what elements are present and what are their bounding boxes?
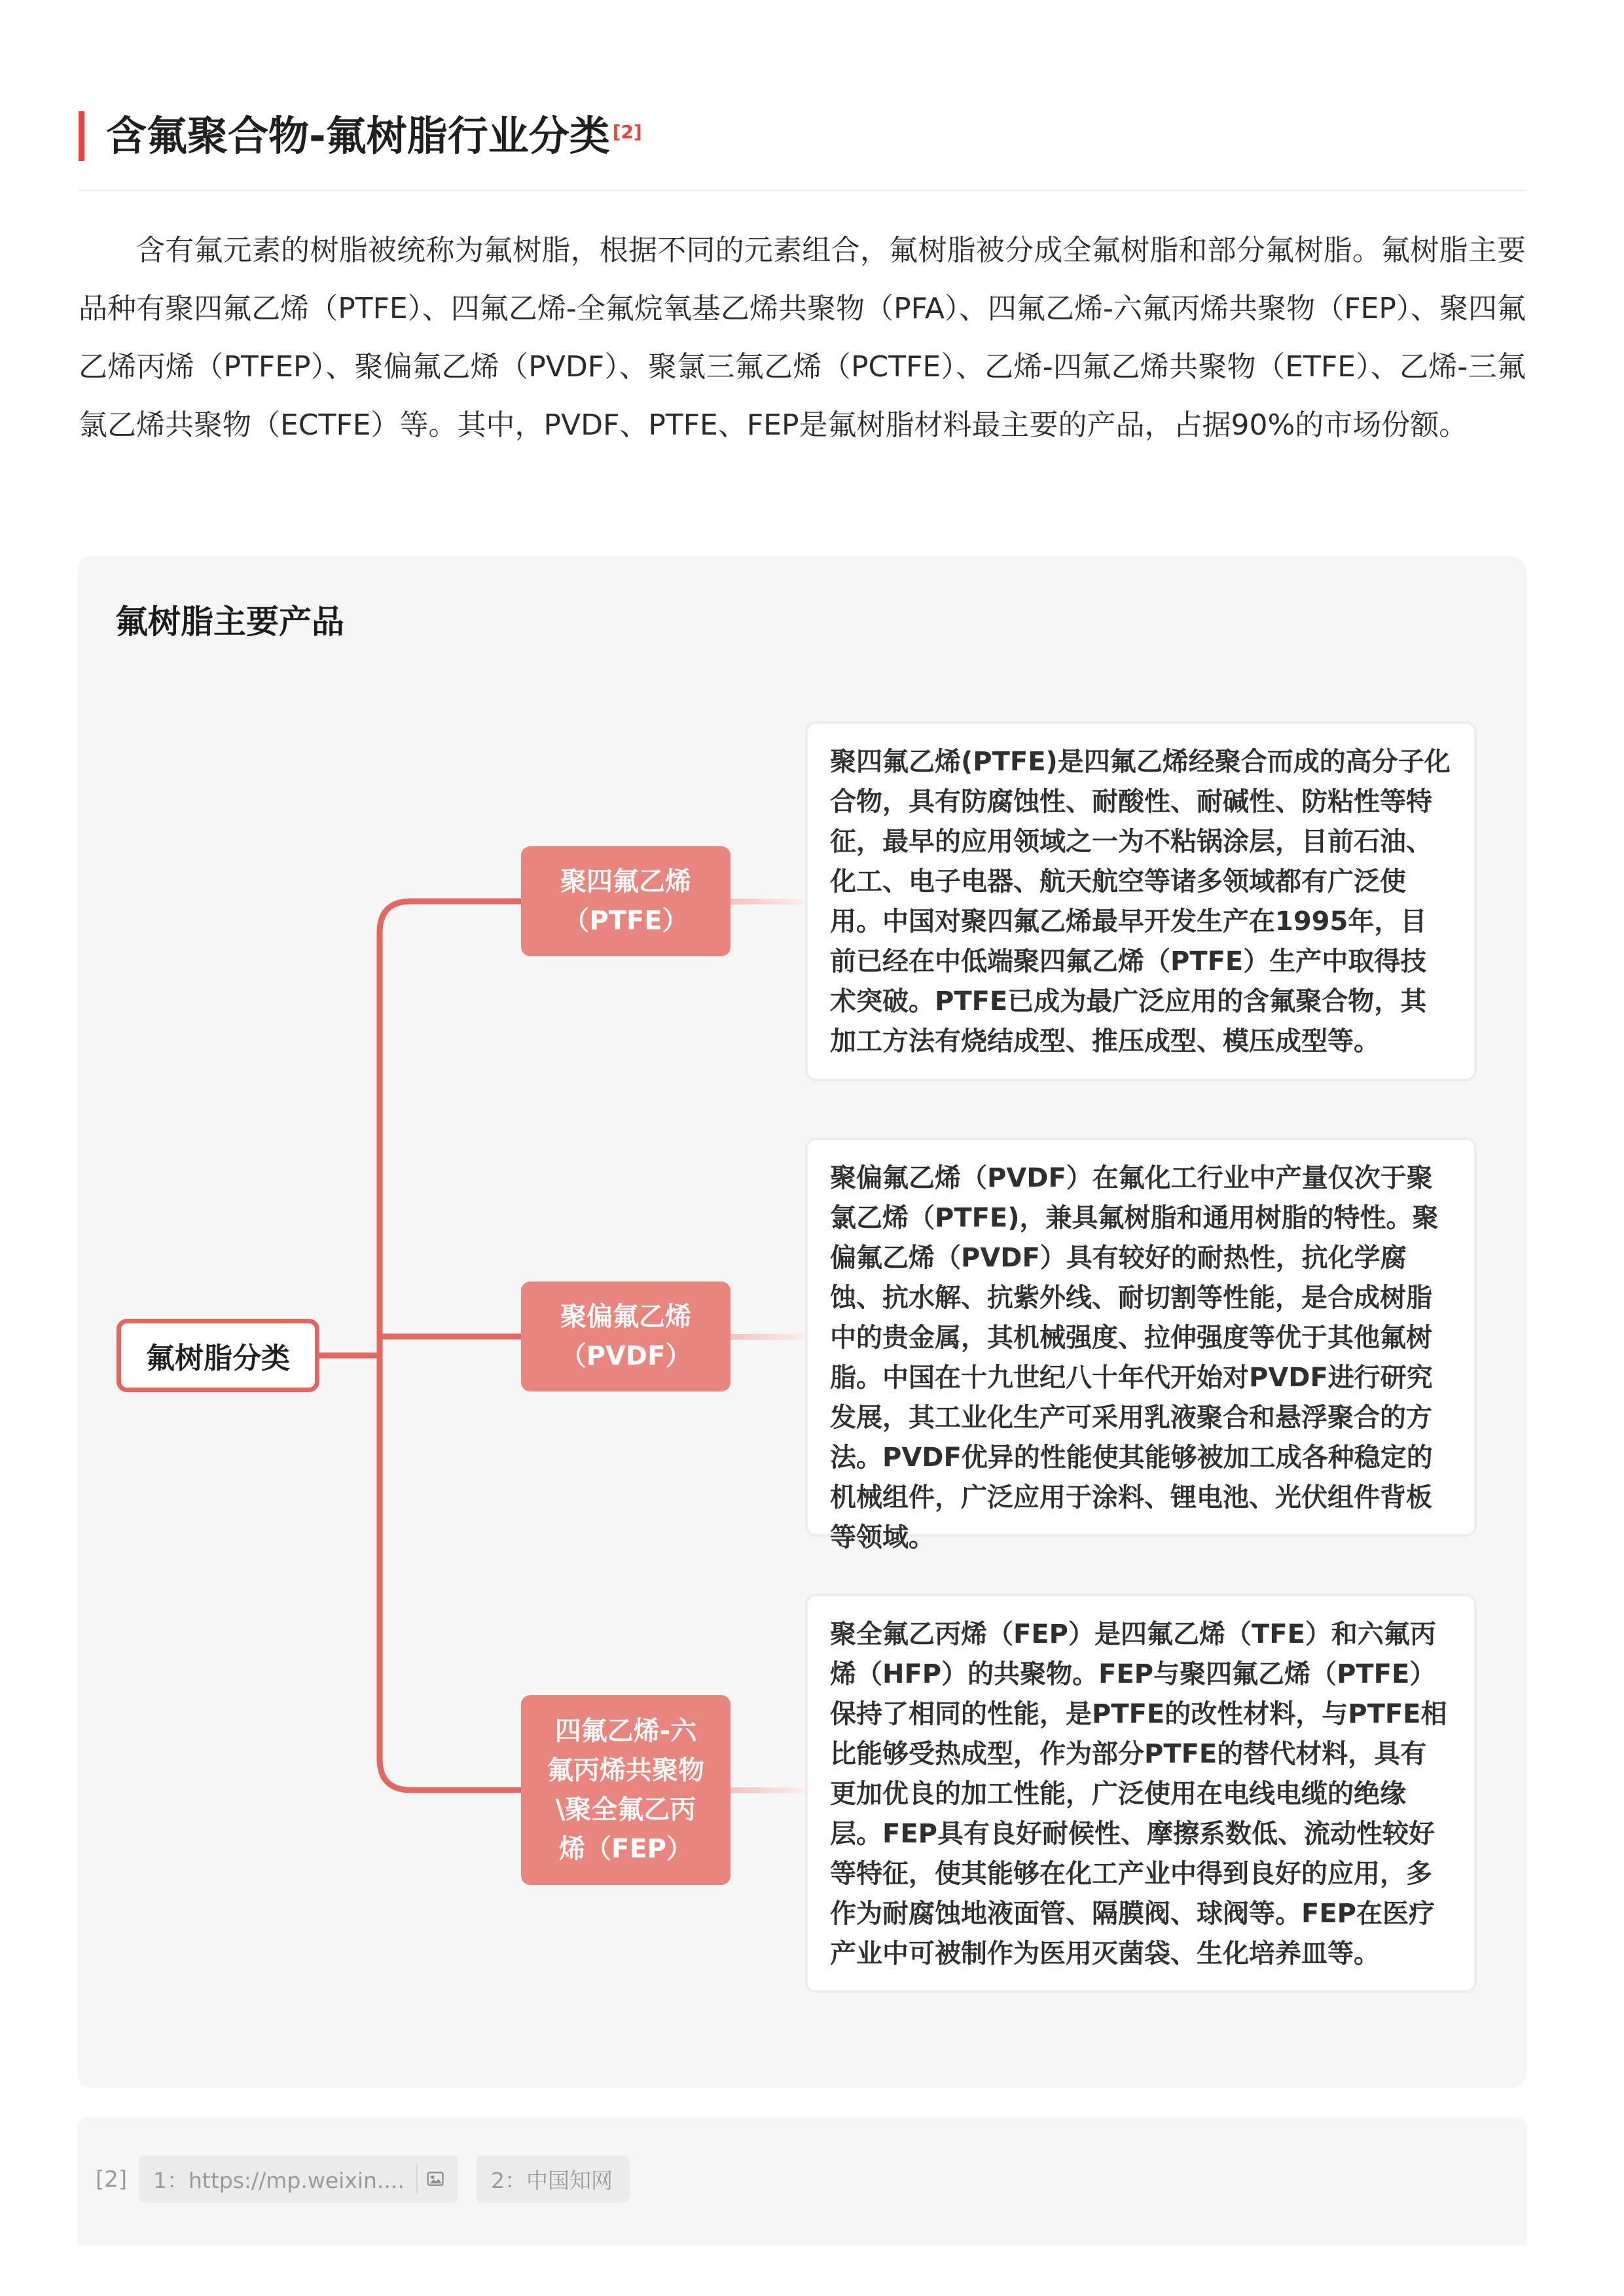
branch-label-line: \聚全氟乙丙 xyxy=(555,1795,696,1825)
reference-link-2[interactable]: 2：中国知网 xyxy=(477,2155,630,2202)
branch-label-line: （PVDF） xyxy=(560,1341,692,1371)
branch-label-line: 聚四氟乙烯 xyxy=(560,867,691,897)
branch-node-pvdf xyxy=(521,1282,731,1391)
root-node: 氟树脂分类 xyxy=(117,1319,319,1392)
connector-card-3 xyxy=(731,1787,805,1793)
reference-link-1[interactable] xyxy=(139,2155,458,2202)
heading-ref-link[interactable]: [2] xyxy=(612,121,642,143)
branch-label-line: （PTFE） xyxy=(563,906,689,936)
intro-paragraph: 含有氟元素的树脂被统称为氟树脂，根据不同的元素组合，氟树脂被分成全氟树脂和部分氟树脂。氟树脂主要品种有聚四氟乙烯（PTFE）、四氟乙烯-全氟烷氧基乙烯共聚物（PFA）、四氟乙烯-六氟丙烯共聚物（FEP）、聚四氟乙烯丙烯（PTFEP）、聚偏氟乙烯（PVDF）、聚氯三氟乙烯（PCTFE）、乙烯-四氟乙烯共聚物（ETFE）、乙烯-三氟氯乙烯共聚物（ECTFE）等。其中，PVDF、PTFE、FEP是氟树脂材料最主要的产品，占据90%的市场份额。 xyxy=(79,234,1526,442)
branch-node-fep xyxy=(521,1695,731,1885)
connector-trunk-bottom xyxy=(380,1355,521,1790)
panel-title: 氟树脂主要产品 xyxy=(115,603,344,641)
description-card-pvdf: 聚偏氟乙烯（PVDF）在氟化工行业中产量仅次于聚氯乙烯（PTFE)，兼具氟树脂和通用树脂的特性。聚偏氟乙烯（PVDF）具有较好的耐热性，抗化学腐蚀、抗水解、抗紫外线、耐切割等性能，是合成树脂中的贵金属，其机械强度、拉伸强度等优于其他氟树脂。中国在十九世纪八十年代开始对PVDF进行研究发展，其工业化生产可采用乳液聚合和悬浮聚合的方法。PVDF优异的性能使其能够被加工成各种稳定的机械组件，广泛应用于涂料、锂电池、光伏组件背板等领域。 xyxy=(805,1138,1477,1537)
description-card-ptfe: 聚四氟乙烯(PTFE)是四氟乙烯经聚合而成的高分子化合物，具有防腐蚀性、耐酸性、耐碱性、防粘性等特征，最早的应用领域之一为不粘锅涂层，目前石油、化工、电子电器、航天航空等诸多领域都有广泛使用。中国对聚四氟乙烯最早开发生产在1995年，目前已经在中低端聚四氟乙烯（PTFE）生产中取得技术突破。PTFE已成为最广泛应用的含氟聚合物，其加工方法有烧结成型、推压成型、模压成型等。 xyxy=(805,721,1477,1081)
connector-card-1 xyxy=(731,899,805,905)
connector-card-2 xyxy=(731,1334,805,1340)
reference-tag: [2] xyxy=(96,2166,128,2193)
branch-label-line: 烯（FEP） xyxy=(559,1834,693,1864)
chip-divider xyxy=(416,2164,418,2193)
heading-title: 含氟聚合物-氟树脂行业分类 xyxy=(106,112,610,160)
branch-label-line: 氟丙烯共聚物 xyxy=(547,1755,704,1785)
image-link-icon xyxy=(427,2170,444,2187)
description-card-fep: 聚全氟乙丙烯（FEP）是四氟乙烯（TFE）和六氟丙烯（HFP）的共聚物。FEP与聚四氟乙烯（PTFE）保持了相同的性能，是PTFE的改性材料，与PTFE相比能够受热成型，作为部分PTFE的替代材料，具有更加优良的加工性能，广泛使用在电线电缆的绝缘层。FEP具有良好耐候性、摩擦系数低、流动性较好等特征，使其能够在化工产业中得到良好的应用，多作为耐腐蚀地液面管、隔膜阀、球阀等。FEP在医疗产业中可被制作为医用灭菌袋、生化培养皿等。 xyxy=(805,1594,1477,1993)
reference-link-label: 1：https://mp.weixin.... xyxy=(153,2167,405,2193)
branch-label-line: 聚偏氟乙烯 xyxy=(560,1302,691,1332)
branch-node-ptfe xyxy=(521,846,731,956)
connector-trunk-top xyxy=(380,901,521,1355)
branch-label-line: 四氟乙烯-六 xyxy=(554,1716,697,1746)
